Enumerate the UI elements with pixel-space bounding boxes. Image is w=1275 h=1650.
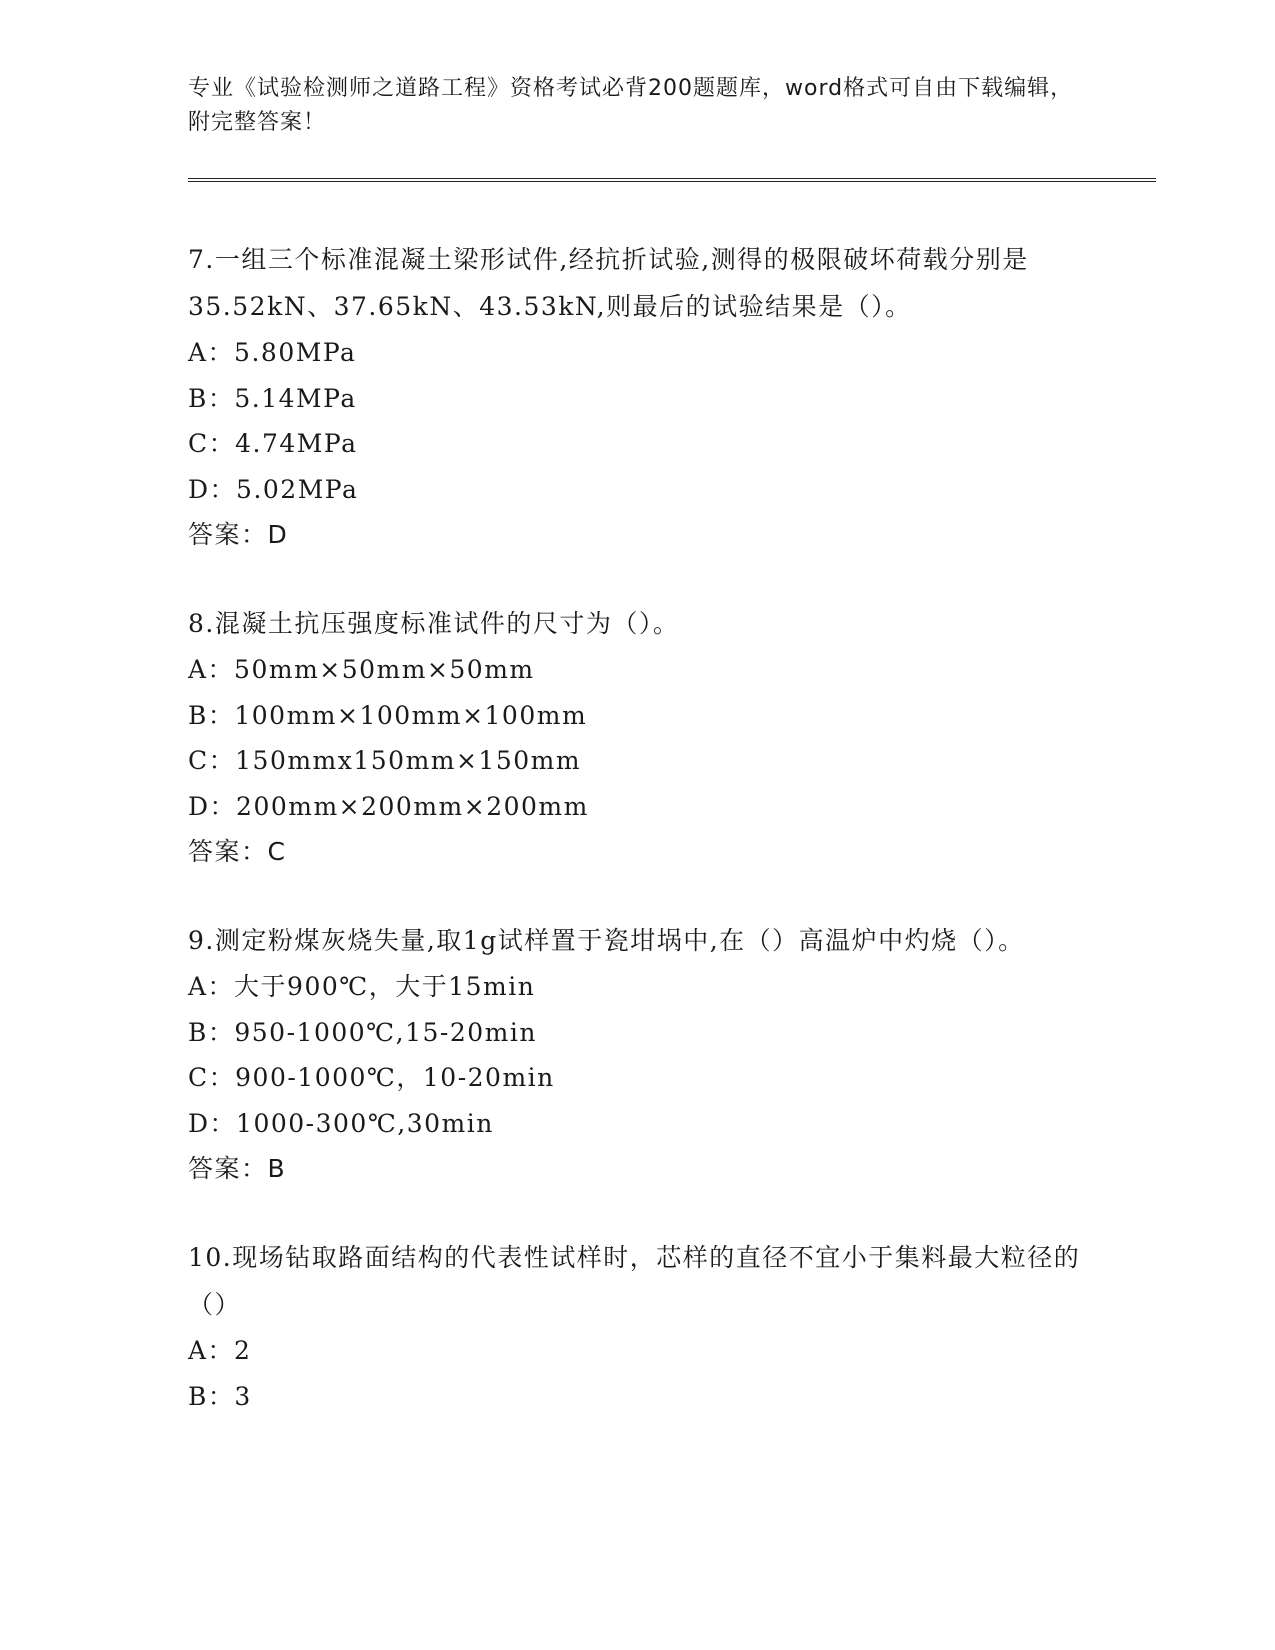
question-8 [188, 600, 1088, 874]
question-text: 9.测定粉煤灰烧失量,取1g试样置于瓷坩埚中,在（）高温炉中灼烧（）。 [188, 926, 1025, 955]
option-c: C：900-1000℃，10-20min [188, 1063, 555, 1092]
question-text: 8.混凝土抗压强度标准试件的尺寸为（）。 [188, 609, 680, 638]
option-b: B：5.14MPa [188, 383, 357, 413]
question-list [188, 236, 1088, 1462]
question-text: 7.一组三个标准混凝土梁形试件,经抗折试验,测得的极限破坏荷载分别是35.52kN、37.65kN、43.53kN,则最后的试验结果是（）。 [188, 245, 1029, 321]
document-intro: 专业《试验检测师之道路工程》资格考试必背200题题库，word格式可自由下载编辑，附完整答案！ [188, 76, 1074, 135]
option-d: D：5.02MPa [188, 474, 359, 504]
question-10 [188, 1234, 1088, 1419]
option-d: D：200mm×200mm×200mm [188, 791, 589, 821]
option-a: A：大于900℃，大于15min [188, 972, 536, 1001]
option-a: A：2 [188, 1336, 252, 1365]
answer-label: 答案：B [188, 1154, 287, 1183]
option-b: B：3 [188, 1381, 252, 1411]
answer-label: 答案：D [188, 520, 289, 549]
option-c: C：150mmx150mm×150mm [188, 746, 582, 775]
option-a: A：5.80MPa [188, 338, 357, 367]
option-a: A：50mm×50mm×50mm [188, 655, 535, 684]
question-7 [188, 236, 1088, 557]
option-d: D：1000-300℃,30min [188, 1108, 494, 1138]
question-9 [188, 917, 1088, 1191]
option-c: C：4.74MPa [188, 429, 358, 458]
header-divider [188, 178, 1156, 182]
question-text: 10.现场钻取路面结构的代表性试样时，芯样的直径不宜小于集料最大粒径的（） [188, 1243, 1081, 1319]
answer-label: 答案：C [188, 837, 287, 866]
option-b: B：950-1000℃,15-20min [188, 1017, 537, 1047]
option-b: B：100mm×100mm×100mm [188, 700, 588, 730]
